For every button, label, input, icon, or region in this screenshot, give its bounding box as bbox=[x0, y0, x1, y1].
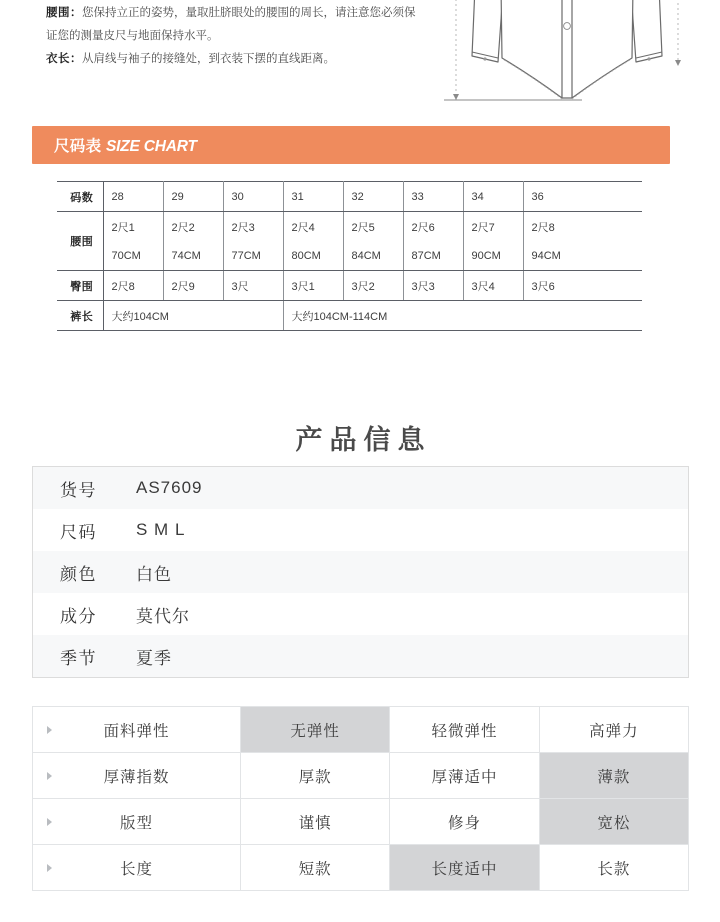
attribute-label-cell bbox=[33, 845, 241, 891]
attribute-option[interactable]: 修身 bbox=[390, 799, 539, 845]
row-label: 码数 bbox=[57, 182, 103, 212]
table-row bbox=[33, 753, 689, 799]
table-cell: 3尺 bbox=[223, 271, 283, 301]
product-info-key: 季节 bbox=[60, 648, 97, 668]
size-chart-banner bbox=[32, 126, 670, 164]
table-cell: 90CM bbox=[463, 241, 523, 271]
product-info-row bbox=[33, 635, 688, 677]
product-info-value: S M L bbox=[136, 520, 186, 539]
measurement-note-text: 从肩线与袖子的接缝处，到衣装下摆的直线距离。 bbox=[82, 53, 335, 65]
attribute-label-cell bbox=[33, 753, 241, 799]
attribute-option[interactable]: 宽松 bbox=[539, 799, 688, 845]
product-info-key: 货号 bbox=[60, 480, 97, 500]
attribute-label-cell bbox=[33, 799, 241, 845]
attribute-label: 版型 bbox=[119, 814, 153, 832]
page-title: 产品信息 bbox=[295, 425, 432, 455]
attribute-option[interactable]: 谨慎 bbox=[241, 799, 390, 845]
table-cell: 30 bbox=[223, 182, 283, 212]
table-cell: 2尺9 bbox=[163, 271, 223, 301]
table-cell: 2尺1 bbox=[103, 212, 163, 242]
measurement-note-text: 证您的测量皮尺与地面保持水平。 bbox=[46, 30, 219, 42]
attribute-label: 面料弹性 bbox=[103, 722, 170, 740]
row-label: 臀围 bbox=[57, 271, 103, 301]
table-cell: 70CM bbox=[103, 241, 163, 271]
table-cell: 29 bbox=[163, 182, 223, 212]
table-cell: 80CM bbox=[283, 241, 343, 271]
product-info-row bbox=[33, 467, 688, 509]
table-cell: 36 bbox=[523, 182, 642, 212]
product-info-panel bbox=[32, 466, 689, 678]
table-row bbox=[57, 212, 642, 242]
attribute-label-cell bbox=[33, 707, 241, 753]
attribute-matrix bbox=[32, 706, 689, 891]
table-cell: 3尺3 bbox=[403, 271, 463, 301]
attribute-option[interactable]: 高弹力 bbox=[539, 707, 688, 753]
right-triangle-icon bbox=[47, 864, 52, 872]
measurement-note-key: 衣长： bbox=[46, 53, 82, 65]
attribute-option[interactable]: 无弹性 bbox=[241, 707, 390, 753]
table-row bbox=[57, 241, 642, 271]
attribute-option[interactable]: 长度适中 bbox=[390, 845, 539, 891]
table-cell: 3尺4 bbox=[463, 271, 523, 301]
attribute-label: 厚薄指数 bbox=[103, 768, 170, 786]
table-cell: 大约104CM bbox=[103, 301, 283, 331]
product-info-key: 颜色 bbox=[60, 564, 97, 584]
table-cell: 32 bbox=[343, 182, 403, 212]
table-row bbox=[57, 182, 642, 212]
table-row bbox=[57, 271, 642, 301]
table-cell: 3尺2 bbox=[343, 271, 403, 301]
product-info-key: 尺码 bbox=[60, 522, 97, 542]
table-cell: 2尺7 bbox=[463, 212, 523, 242]
attribute-option[interactable]: 长款 bbox=[539, 845, 688, 891]
table-cell: 2尺5 bbox=[343, 212, 403, 242]
table-cell: 2尺2 bbox=[163, 212, 223, 242]
size-chart-table-wrap bbox=[57, 181, 642, 331]
measurement-note-line bbox=[46, 48, 396, 71]
product-info-key: 成分 bbox=[60, 606, 97, 626]
product-info-row bbox=[33, 509, 688, 551]
table-cell: 34 bbox=[463, 182, 523, 212]
table-row bbox=[57, 301, 642, 331]
table-cell: 31 bbox=[283, 182, 343, 212]
product-info-value: 白色 bbox=[136, 564, 172, 584]
row-label: 腰围 bbox=[57, 212, 103, 271]
right-triangle-icon bbox=[47, 772, 52, 780]
product-info-value: 夏季 bbox=[136, 648, 172, 668]
measurement-note-line bbox=[46, 25, 396, 48]
measurement-notes bbox=[46, 2, 416, 71]
product-info-value: AS7609 bbox=[136, 478, 203, 497]
measurement-note-text: 您保持立正的姿势，量取肚脐眼处的腰围的周长，请注意您必须保 bbox=[82, 7, 416, 19]
size-chart-banner-cn: 尺码表 bbox=[54, 138, 102, 155]
row-label: 裤长 bbox=[57, 301, 103, 331]
table-cell: 大约104CM-114CM bbox=[283, 301, 642, 331]
table-cell: 3尺1 bbox=[283, 271, 343, 301]
table-cell: 74CM bbox=[163, 241, 223, 271]
table-cell: 2尺4 bbox=[283, 212, 343, 242]
attribute-option[interactable]: 厚薄适中 bbox=[390, 753, 539, 799]
product-info-row bbox=[33, 551, 688, 593]
table-row bbox=[33, 707, 689, 753]
table-cell: 33 bbox=[403, 182, 463, 212]
table-cell: 2尺6 bbox=[403, 212, 463, 242]
table-cell: 94CM bbox=[523, 241, 642, 271]
table-row bbox=[33, 799, 689, 845]
table-cell: 2尺8 bbox=[523, 212, 642, 242]
table-cell: 77CM bbox=[223, 241, 283, 271]
measurement-note-line bbox=[46, 2, 416, 25]
attribute-option[interactable]: 厚款 bbox=[241, 753, 390, 799]
product-info-value: 莫代尔 bbox=[136, 606, 190, 626]
product-info-row bbox=[33, 593, 688, 635]
table-cell: 28 bbox=[103, 182, 163, 212]
shirt-line-drawing-icon bbox=[422, 0, 712, 118]
attribute-option[interactable]: 薄款 bbox=[539, 753, 688, 799]
attribute-option[interactable]: 短款 bbox=[241, 845, 390, 891]
table-cell: 87CM bbox=[403, 241, 463, 271]
size-chart-table bbox=[57, 181, 642, 331]
size-chart-banner-label bbox=[54, 134, 197, 156]
attribute-option[interactable]: 轻微弹性 bbox=[390, 707, 539, 753]
table-cell: 3尺6 bbox=[523, 271, 642, 301]
table-row bbox=[33, 845, 689, 891]
right-triangle-icon bbox=[47, 726, 52, 734]
attribute-label: 长度 bbox=[119, 860, 153, 878]
measurement-note-key: 腰围： bbox=[46, 7, 82, 19]
table-cell: 2尺8 bbox=[103, 271, 163, 301]
size-chart-banner-en: SIZE CHART bbox=[106, 138, 197, 155]
table-cell: 84CM bbox=[343, 241, 403, 271]
table-cell: 2尺3 bbox=[223, 212, 283, 242]
right-triangle-icon bbox=[47, 818, 52, 826]
